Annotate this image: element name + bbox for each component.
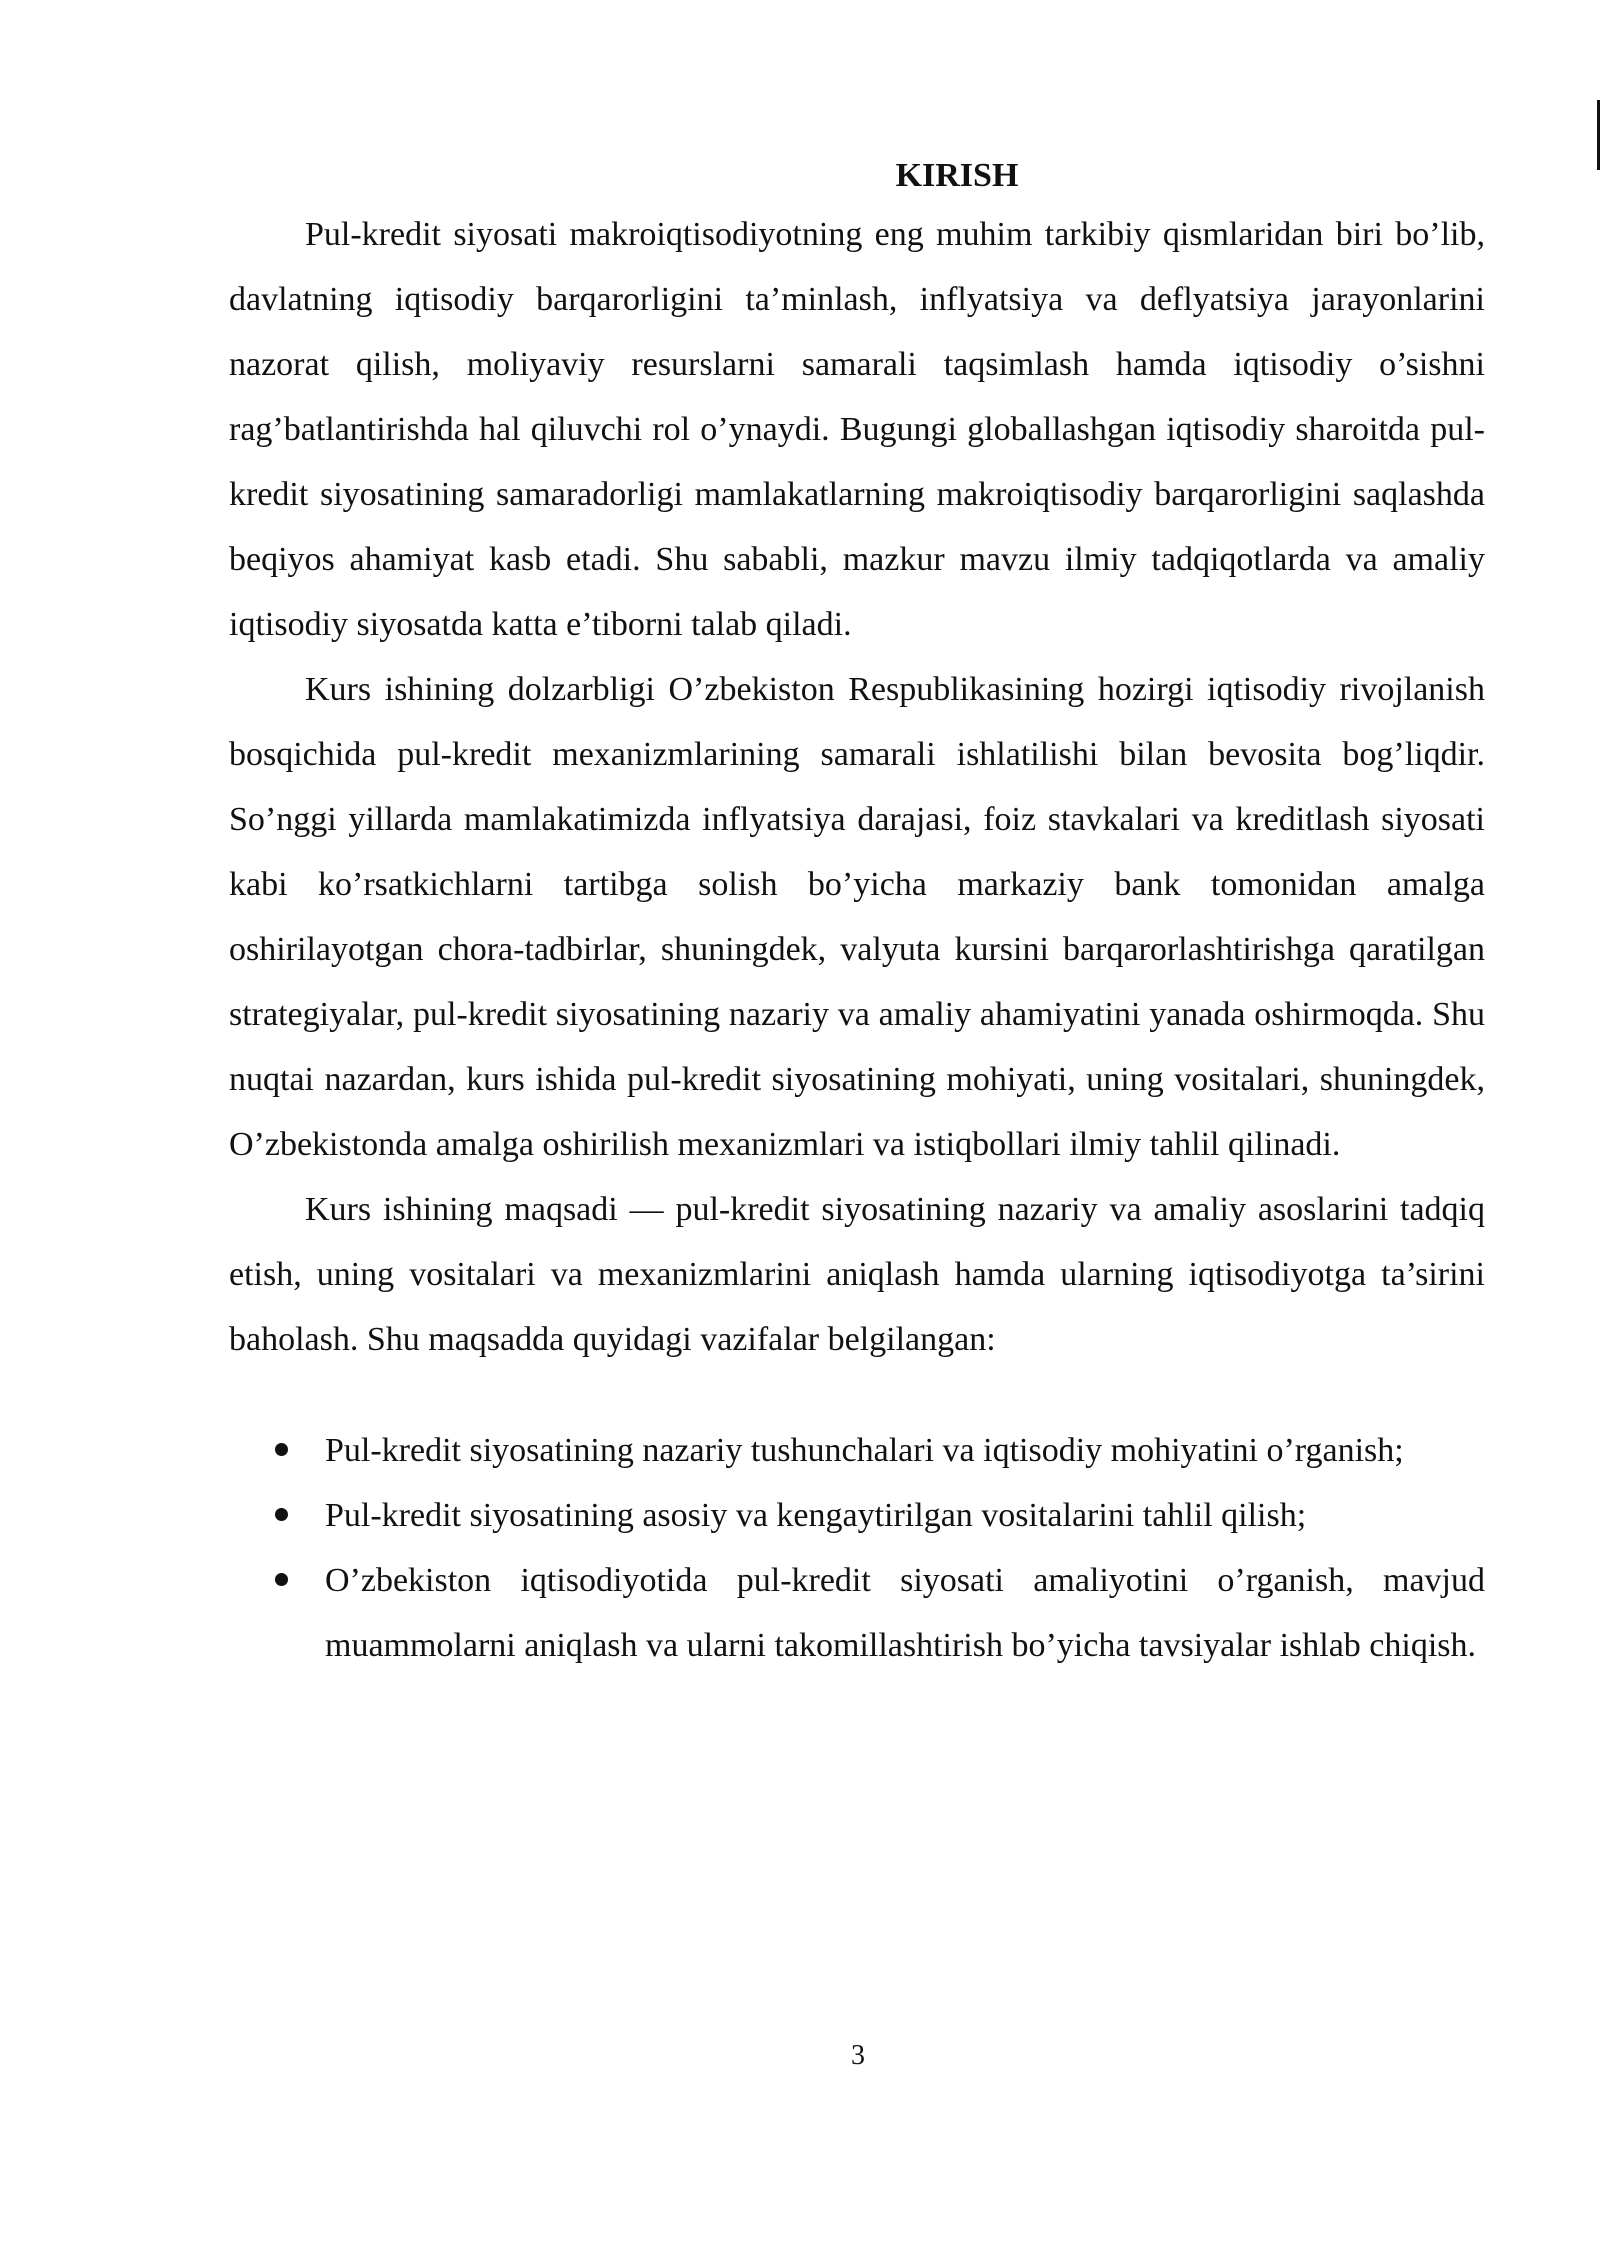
task-text: O’zbekiston iqtisodiyotida pul-kredit siyosati amaliyotini o’rganish, mavjud muammolarni aniqlash va ularni takomillashtirish bo’yicha tavsiyalar ishlab chiqish. bbox=[325, 1562, 1485, 1664]
task-list-item bbox=[229, 1548, 1485, 1678]
bullet-icon bbox=[275, 1508, 288, 1521]
bullet-icon bbox=[275, 1443, 288, 1456]
bullet-icon bbox=[275, 1573, 288, 1586]
relevance-paragraph: Kurs ishining dolzarbligi O’zbekiston Respublikasining hozirgi iqtisodiy rivojlanish bosqichida pul-kredit mexanizmlarining samarali ishlatilishi bilan bevosita bog’liqdir. So’nggi yillarda mamlakatimizda inflyatsiya darajasi, foiz stavkalari va kreditlash siyosati kabi ko’rsatkichlarni tartibga solish bo’yicha markaziy bank tomonidan amalga oshirilayotgan chora-tadbirlar, shuningdek, valyuta kursini barqarorlashtirishga qaratilgan strategiyalar, pul-kredit siyosatining nazariy va amaliy ahamiyatini yanada oshirmoqda. Shu nuqtai nazardan, kurs ishida pul-kredit siyosatining mohiyati, uning vositalari, shuningdek, O’zbekistonda amalga oshirilish mexanizmlari va istiqbollari ilmiy tahlil qilinadi. bbox=[229, 671, 1485, 1163]
page-content bbox=[229, 150, 1485, 1678]
intro-paragraph: Pul-kredit siyosati makroiqtisodiyotning eng muhim tarkibiy qismlaridan biri bo’lib, davlatning iqtisodiy barqarorligini ta’minlash, inflyatsiya va deflyatsiya jarayonlarini nazorat qilish, moliyaviy resurslarni samarali taqsimlash hamda iqtisodiy o’sishni rag’batlantirishda hal qiluvchi rol o’ynaydi. Bugungi globallashgan iqtisodiy sharoitda pul-kredit siyosatining samaradorligi mamlakatlarning makroiqtisodiy barqarorligini saqlashda beqiyos ahamiyat kasb etadi. Shu sababli, mazkur mavzu ilmiy tadqiqotlarda va amaliy iqtisodiy siyosatda katta e’tiborni talab qiladi. bbox=[229, 216, 1485, 643]
task-text: Pul-kredit siyosatining asosiy va kengaytirilgan vositalarini tahlil qilish; bbox=[325, 1497, 1307, 1534]
task-list bbox=[229, 1418, 1485, 1678]
page-number: 3 bbox=[851, 2040, 865, 2071]
task-list-item bbox=[229, 1483, 1485, 1548]
section-heading: KIRISH bbox=[895, 157, 1019, 194]
task-list-item bbox=[229, 1418, 1485, 1483]
task-text: Pul-kredit siyosatining nazariy tushunchalari va iqtisodiy mohiyatini o’rganish; bbox=[325, 1432, 1404, 1469]
goal-paragraph: Kurs ishining maqsadi — pul-kredit siyosatining nazariy va amaliy asoslarini tadqiq etish, uning vositalari va mexanizmlarini aniqlash hamda ularning iqtisodiyotga ta’sirini baholash. Shu maqsadda quyidagi vazifalar belgilangan: bbox=[229, 1191, 1485, 1358]
